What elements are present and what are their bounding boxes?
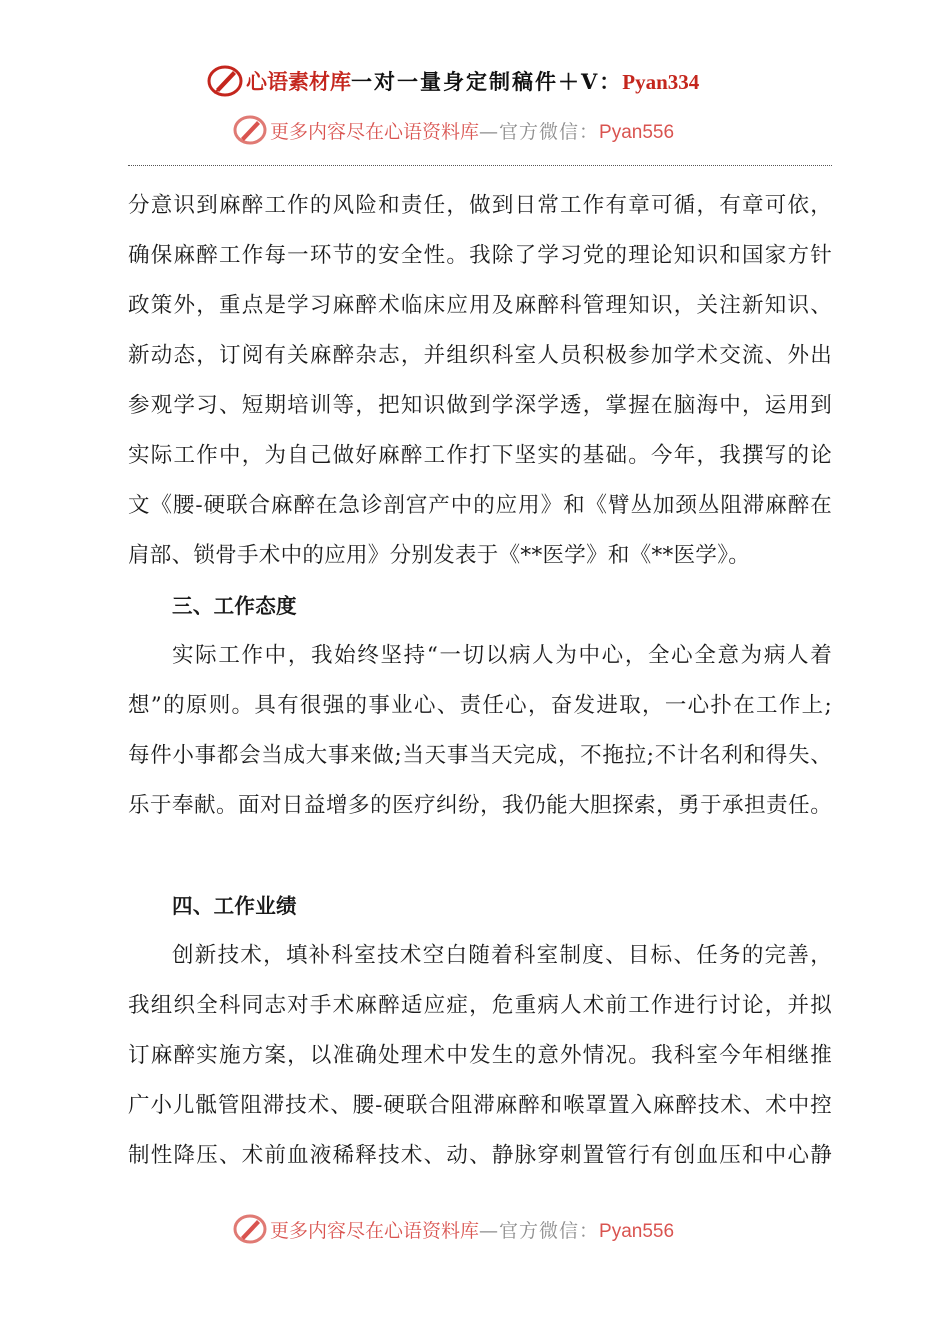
body-line: 文《腰-硬联合麻醉在急诊剖宫产中的应用》和《臂丛加颈丛阻滞麻醉在 bbox=[128, 493, 832, 518]
header-title bbox=[246, 64, 699, 100]
header-sub-id: Pyan556 bbox=[599, 122, 675, 143]
header-slogan: 一对一量身定制稿件＋V： bbox=[351, 69, 623, 94]
header-divider bbox=[128, 165, 832, 166]
document-body bbox=[128, 181, 832, 1181]
footer-id: Pyan556 bbox=[599, 1221, 675, 1242]
body-line: 广小儿骶管阻滞技术、腰-硬联合阻滞麻醉和喉罩置入麻醉技术、术中控 bbox=[128, 1093, 832, 1118]
header-sub-main: 更多内容尽在心语资料库 bbox=[270, 121, 480, 143]
body-line: 每件小事都会当成大事来做;当天事当天完成，不拖拉;不计名利和得失、 bbox=[128, 743, 832, 768]
body-line: 创新技术，填补科室技术空白随着科室制度、目标、任务的完善， bbox=[172, 943, 832, 968]
body-line: 实际工作中，我始终坚持“一切以病人为中心，全心全意为病人着 bbox=[172, 643, 832, 668]
body-line: 肩部、锁骨手术中的应用》分别发表于《**医学》和《**医学》。 bbox=[128, 543, 751, 568]
brand-logo-small-icon bbox=[232, 113, 268, 147]
section-heading-achievements: 四、工作业绩 bbox=[172, 894, 297, 918]
paragraph-gap bbox=[128, 831, 832, 881]
brand-logo-icon bbox=[206, 63, 244, 99]
header-sub-dash: —官方微信： bbox=[479, 121, 600, 143]
body-line: 制性降压、术前血液稀释技术、动、静脉穿刺置管行有创血压和中心静 bbox=[128, 1143, 832, 1168]
footer-dash: —官方微信： bbox=[479, 1220, 600, 1242]
header-brand: 心语素材库 bbox=[246, 69, 351, 94]
footer-logo-icon bbox=[232, 1212, 268, 1246]
header-contact-id: Pyan334 bbox=[622, 70, 700, 94]
body-line: 分意识到麻醉工作的风险和责任，做到日常工作有章可循，有章可依， bbox=[128, 193, 832, 218]
section-heading-attitude: 三、工作态度 bbox=[172, 594, 297, 618]
body-line: 实际工作中，为自己做好麻醉工作打下坚实的基础。今年，我撰写的论 bbox=[128, 443, 832, 468]
body-line: 订麻醉实施方案，以准确处理术中发生的意外情况。我科室今年相继推 bbox=[128, 1043, 832, 1068]
footer-text bbox=[270, 1213, 674, 1249]
body-line: 我组织全科同志对手术麻醉适应症，危重病人术前工作进行讨论，并拟 bbox=[128, 993, 832, 1018]
body-line: 参观学习、短期培训等，把知识做到学深学透，掌握在脑海中，运用到 bbox=[128, 393, 832, 418]
body-line: 政策外，重点是学习麻醉术临床应用及麻醉科管理知识，关注新知识、 bbox=[128, 293, 832, 318]
body-line: 想”的原则。具有很强的事业心、责任心，奋发进取，一心扑在工作上; bbox=[128, 693, 832, 718]
body-line: 新动态，订阅有关麻醉杂志，并组织科室人员积极参加学术交流、外出 bbox=[128, 343, 832, 368]
body-line: 确保麻醉工作每一环节的安全性。我除了学习党的理论知识和国家方针 bbox=[128, 243, 832, 268]
footer-main: 更多内容尽在心语资料库 bbox=[270, 1220, 480, 1242]
header-subtitle bbox=[270, 114, 674, 150]
body-line: 乐于奉献。面对日益增多的医疗纠纷，我仍能大胆探索，勇于承担责任。 bbox=[128, 793, 832, 818]
